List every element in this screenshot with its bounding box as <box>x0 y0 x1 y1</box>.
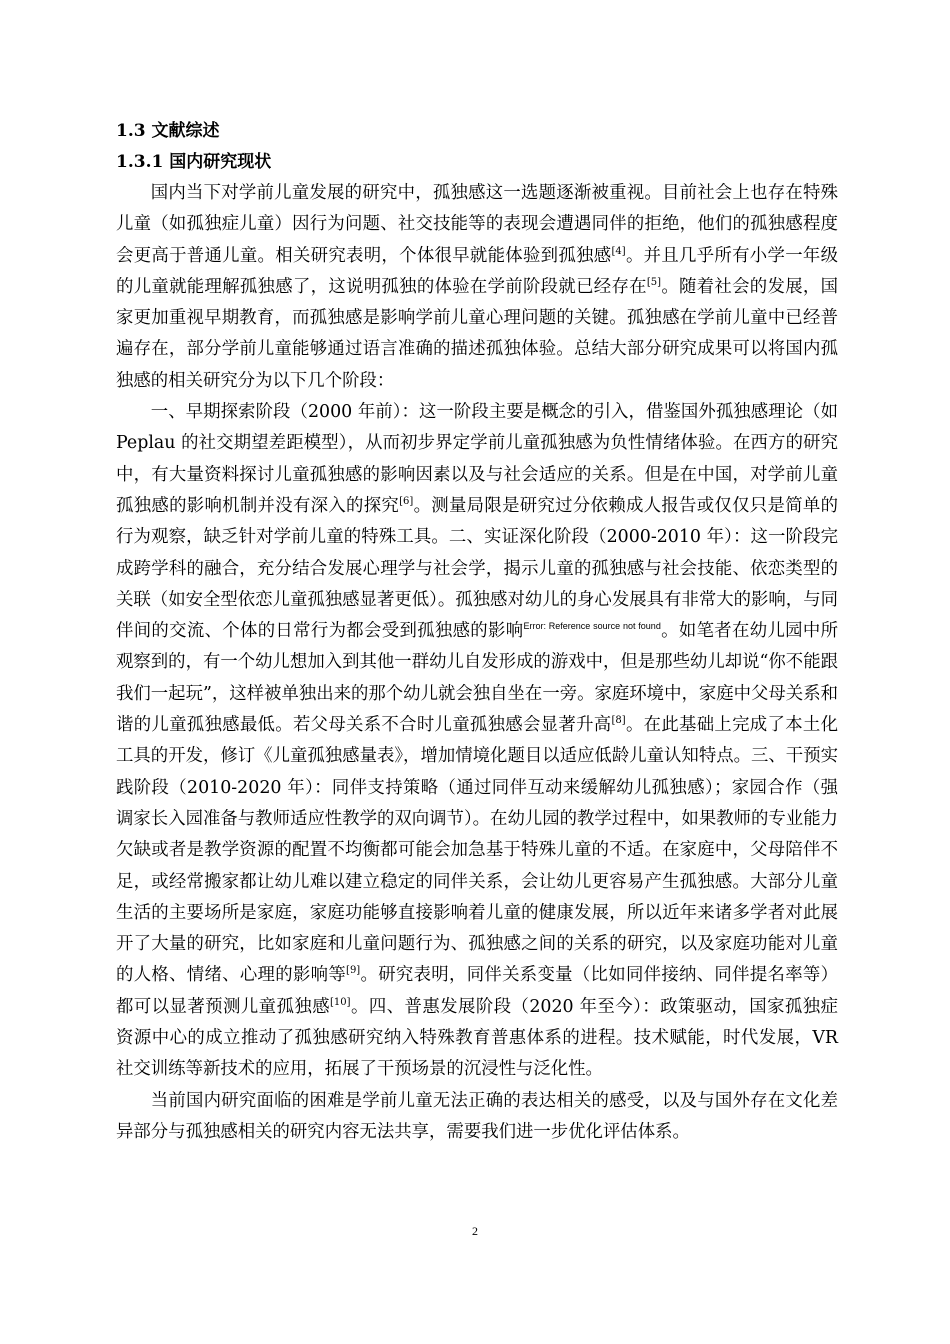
citation-ref[interactable]: [8] <box>611 715 626 727</box>
paragraph-1-text: 国内当下对学前儿童发展的研究中，孤独感这一选题逐渐被重视。目前社会上也存在特殊儿童（如孤独症儿童）因行为问题、社交技能等的表现会遭遇同伴的拒绝，他们的孤独感程度会更高于普通儿童。相关研究表明，个体很早就能体验到孤独感 <box>116 183 838 266</box>
section-heading: 1.3 文献综述 <box>116 121 220 141</box>
citation-ref[interactable]: [5] <box>646 277 662 289</box>
paragraph-2-text: 。四、普惠发展阶段（2020 年至今）：政策驱动，国家孤独症资源中心的成立推动了孤独感研究纳入特殊教育普惠体系的进程。技术赋能，时代发展，VR 社交训练等新技术的应用，拓展了干预场景的沉浸性与泛化性。 <box>116 996 838 1080</box>
paragraph-1-text: 。随着社会的发展，国家更加重视早期教育，而孤独感是影响学前儿童心理问题的关键。孤独感在学前儿童中已经普遍存在，部分学前儿童能够通过语言准确的描述孤独体验。总结大部分研究成果可以将国内孤独感的相关研究分为以下几个阶段： <box>116 276 838 391</box>
paragraph-3 <box>116 1086 838 1149</box>
paragraph-2-text: 。在此基础上完成了本土化工具的开发，修订《儿童孤独感量表》，增加情境化题目以适应低龄儿童认知特点。三、干预实践阶段（2010-2020 年）：同伴支持策略（通过同伴互动来缓解幼儿孤独感）；家园合作（强调家长入园准备与教师适应性教学的双向调节）。在幼儿园的教学过程中，如果教师的专业能力欠缺或者是教学资源的配置不均衡都可能会加急基于特殊儿童的不适。在家庭中，父母陪伴不足，或经常搬家都让幼儿难以建立稳定的同伴关系，会让幼儿更容易产生孤独感。大部分儿童生活的主要场所是家庭，家庭功能够直接影响着儿童的健康发展，所以近年来诸多学者对此展开了大量的研究，比如家庭和儿童问题行为、孤独感之间的关系的研究，以及家庭功能对儿童的人格、情绪、心理的影响等 <box>116 715 838 986</box>
paragraph-3-text: 当前国内研究面临的困难是学前儿童无法正确的表达相关的感受，以及与国外存在文化差异部分与孤独感相关的研究内容无法共享，需要我们进一步优化评估体系。 <box>116 1090 838 1142</box>
page-number: 2 <box>472 1224 478 1238</box>
reference-error-text: Error: Reference source not found <box>523 621 661 632</box>
citation-ref[interactable]: [10] <box>330 996 351 1008</box>
paragraph-1 <box>116 178 838 397</box>
citation-ref[interactable]: [6] <box>399 496 414 508</box>
paragraph-2-text: 。研究表明，同伴关系变量（比如同伴接纳、同伴提名率等）都可以显著预测儿童孤独感 <box>116 965 838 1017</box>
paragraph-2 <box>116 397 838 1086</box>
paragraph-2-text: 一、早期探索阶段（2000 年前）：这一阶段主要是概念的引入，借鉴国外孤独感理论（如 Peplau 的社交期望差距模型），从而初步界定学前儿童孤独感为负性情绪体验。在西方的研究中，有大量资料探讨儿童孤独感的影响因素以及与社会适应的关系。但是在中国，对学前儿童孤独感的影响机制并没有深入的探究 <box>116 402 838 516</box>
paragraph-1-text: 。并且几乎所有小学一年级的儿童就能理解孤独感了，这说明孤独的体验在学前阶段就已经存在 <box>116 245 838 297</box>
citation-ref[interactable]: [9] <box>346 965 361 977</box>
page-content <box>116 116 838 1148</box>
citation-ref[interactable]: [4] <box>611 245 626 257</box>
subsection-heading: 1.3.1 国内研究现状 <box>116 152 272 172</box>
paragraph-2-text: 。测量局限是研究过分依赖成人报告或仅仅只是简单的行为观察，缺乏针对学前儿童的特殊工具。二、实证深化阶段（2000-2010 年）：这一阶段完成跨学科的融合，充分结合发展心理学与社会学，揭示儿童的孤独感与社会技能、依恋类型的关联（如安全型依恋儿童孤独感显著更低）。孤独感对幼儿的身心发展具有非常大的影响，与同伴间的交流、个体的日常行为都会受到孤独感的影响 <box>116 495 838 642</box>
paragraph-2-text: 。如笔者在幼儿园中所观察到的，有一个幼儿想加入到其他一群幼儿自发形成的游戏中，但是那些幼儿却说“你不能跟我们一起玩”，这样被单独出来的那个幼儿就会独自坐在一旁。家庭环境中，家庭中父母关系和谐的儿童孤独感最低。若父母关系不合时儿童孤独感会显著升高 <box>116 621 838 736</box>
